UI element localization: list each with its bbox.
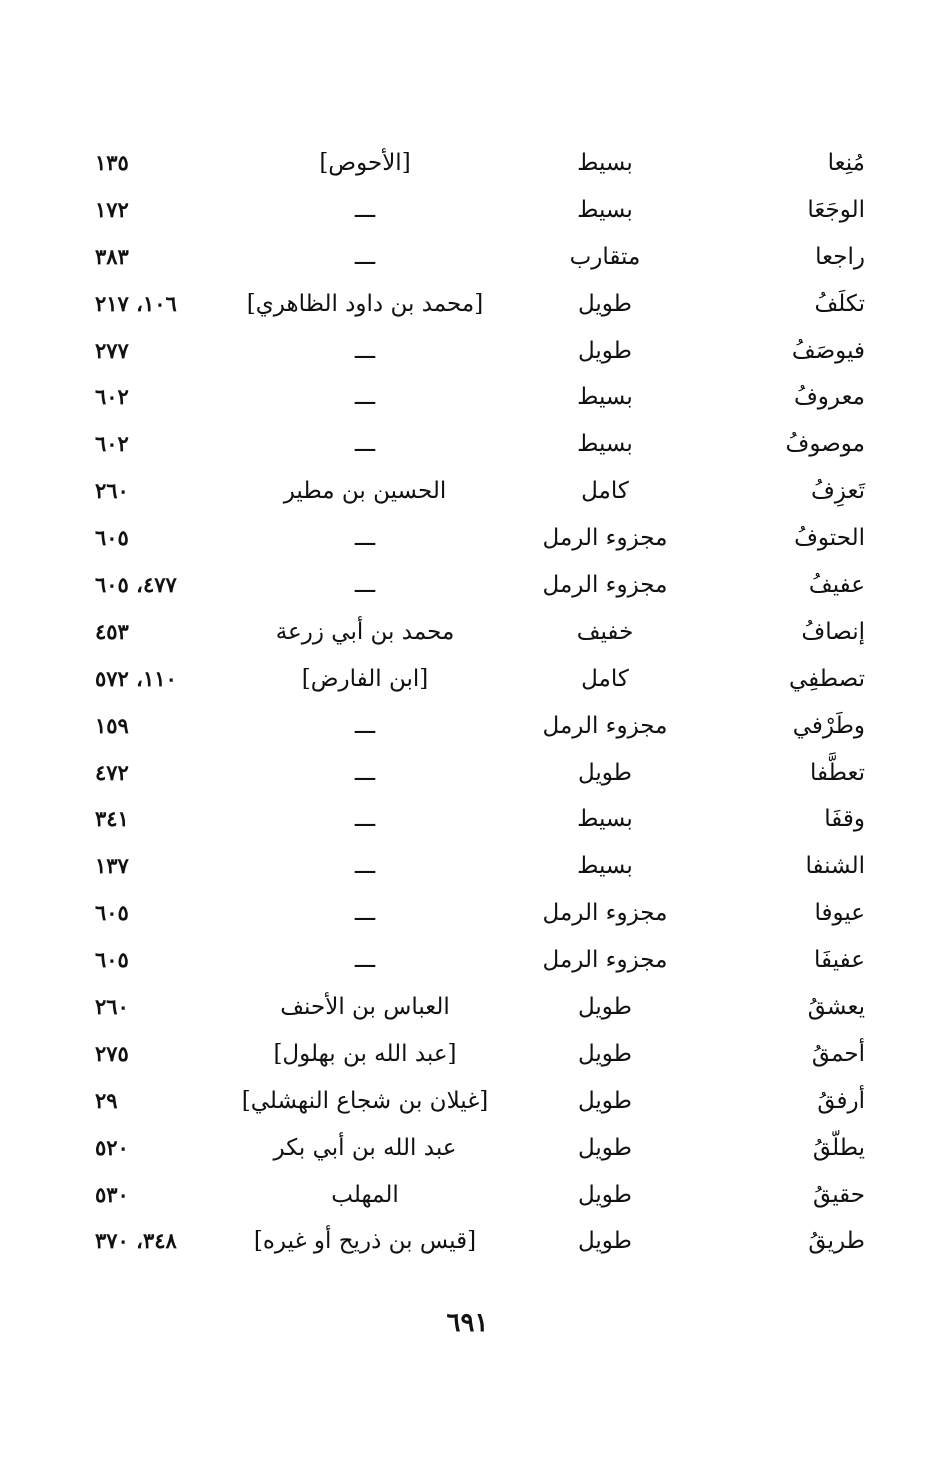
table-row [95, 515, 865, 562]
poet-name: [محمد بن داود الظاهري] [246, 290, 484, 317]
table-row [95, 562, 865, 609]
rhyme-word: الشنفا [805, 853, 865, 880]
page-number: ٦٩١ [446, 1308, 489, 1338]
page-references: ١٣٥ [95, 150, 129, 175]
poetic-meter: بسيط [577, 431, 633, 458]
table-row [95, 468, 865, 515]
table-row [95, 1078, 865, 1125]
rhyme-word: عفيفَا [814, 947, 865, 974]
poet-name: ـــ [354, 384, 376, 411]
poet-name: ـــ [354, 947, 376, 974]
table-row [95, 1172, 865, 1219]
poet-name: ـــ [354, 431, 376, 458]
page-references: ١٠٦، ٢١٧ [95, 290, 177, 316]
rhyme-word: يطلّقُ [812, 1134, 865, 1161]
page-references: ٥٣٠ [95, 1181, 129, 1207]
poetic-meter: طويل [577, 337, 632, 364]
table-row [95, 421, 865, 468]
rhyme-word: أرفقُ [817, 1087, 865, 1114]
poet-name: عبد الله بن أبي بكر [273, 1134, 457, 1161]
poetic-meter: طويل [577, 1181, 632, 1208]
poetic-meter: طويل [577, 290, 632, 317]
poetic-meter: بسيط [577, 853, 633, 880]
poetic-meter: بسيط [577, 196, 633, 223]
page-references: ٥٢٠ [95, 1134, 129, 1160]
table-row [95, 1031, 865, 1078]
rhyme-word: الحتوفُ [794, 525, 865, 552]
table-row [95, 328, 865, 375]
table-row [95, 890, 865, 937]
rhyme-word: وقفَا [824, 806, 865, 833]
poet-name: ـــ [354, 243, 376, 270]
poet-name: ـــ [354, 525, 376, 552]
page-references: ٦٠٢ [95, 431, 129, 457]
rhyme-word: معروفُ [793, 384, 865, 411]
page-references: ٤٧٧، ٦٠٥ [95, 572, 177, 598]
poetic-meter: طويل [577, 759, 632, 786]
rhyme-word: وطَرْفي [792, 712, 865, 739]
page-references: ١٥٩ [95, 712, 129, 738]
poet-name: [ابن الفارض] [301, 665, 429, 692]
poet-name: الحسين بن مطير [283, 478, 447, 505]
table-row [95, 750, 865, 797]
rhyme-word: تكلَفُ [814, 290, 865, 317]
table-row [95, 1125, 865, 1172]
rhyme-word: طريقُ [808, 1228, 865, 1255]
poet-name: ـــ [354, 572, 376, 599]
poet-name: ـــ [354, 712, 376, 739]
page-references: ٣٤١ [95, 806, 129, 832]
table-row [95, 374, 865, 421]
poet-name: [الأحوص] [319, 150, 411, 176]
poet-name: محمد بن أبي زرعة [275, 618, 455, 645]
rhyme-word: حقيقُ [813, 1181, 865, 1208]
rhyme-word: تعطَّفا [809, 759, 865, 786]
poet-name: ـــ [354, 900, 376, 927]
poetic-meter: طويل [577, 1040, 632, 1067]
rhyme-word: أحمقُ [811, 1040, 865, 1067]
poetic-meter: مجزوء الرمل [542, 712, 668, 739]
page-references: ٢٩ [95, 1087, 118, 1113]
page-references: ٣٨٣ [95, 243, 129, 269]
table-row [95, 187, 865, 234]
page-references: ٤٥٣ [95, 618, 129, 644]
poet-name: ـــ [354, 853, 376, 880]
poet-name: ـــ [354, 806, 376, 833]
rhyme-word: عيوفا [814, 900, 865, 927]
table-row [95, 656, 865, 703]
page-references: ٢٧٥ [95, 1040, 129, 1066]
rhyme-word: تصطفِي [788, 665, 865, 692]
table-row [95, 984, 865, 1031]
table-row [95, 937, 865, 984]
poetic-meter: طويل [577, 994, 632, 1021]
table-row [95, 281, 865, 328]
rhyme-word: يعشقُ [807, 994, 865, 1021]
table-row [95, 703, 865, 750]
rhyme-word: إنصافُ [801, 618, 865, 645]
rhyme-word: مُنِعا [827, 150, 865, 176]
rhyme-word: راجعا [815, 243, 865, 270]
poetic-meter: مجزوء الرمل [542, 525, 668, 552]
poet-name: ـــ [354, 759, 376, 786]
poetic-meter: طويل [577, 1228, 632, 1255]
poetic-meter: مجزوء الرمل [542, 900, 668, 927]
poetic-meter: مجزوء الرمل [542, 572, 668, 599]
poetic-meter: طويل [577, 1087, 632, 1114]
rhyme-index-table [95, 140, 865, 1265]
poetic-meter: بسيط [577, 150, 633, 176]
rhyme-word: فيوصَفُ [791, 337, 865, 364]
poetic-meter: كامل [581, 665, 629, 692]
poetic-meter: كامل [581, 478, 629, 505]
page-references: ٦٠٥ [95, 525, 129, 551]
page-references: ٢٦٠ [95, 478, 129, 504]
table-row [95, 140, 865, 187]
rhyme-word: موصوفُ [785, 431, 865, 458]
table-row [95, 1218, 865, 1265]
poet-name: ـــ [354, 196, 376, 223]
table-row [95, 796, 865, 843]
page-references: ٢٧٧ [95, 337, 129, 363]
poet-name: العباس بن الأحنف [280, 994, 450, 1021]
page-references: ٦٠٥ [95, 900, 129, 926]
poetic-meter: بسيط [577, 806, 633, 833]
page-references: ٣٤٨، ٣٧٠ [95, 1228, 177, 1254]
poetic-meter: متقارب [569, 243, 641, 270]
page-references: ٤٧٢ [95, 759, 129, 785]
poetic-meter: طويل [577, 1134, 632, 1161]
rhyme-word: الوجَعَا [807, 196, 865, 223]
table-row [95, 609, 865, 656]
table-row [95, 234, 865, 281]
page-references: ٦٠٢ [95, 384, 129, 410]
page-references: ٢٦٠ [95, 994, 129, 1020]
poet-name: [غيلان بن شجاع النهشلي] [241, 1087, 489, 1114]
rhyme-word: عفيفُ [808, 572, 865, 599]
table-row [95, 843, 865, 890]
page-references: ١١٠، ٥٧٢ [95, 665, 177, 691]
poet-name: [عبد الله بن بهلول] [273, 1040, 457, 1067]
poet-name: ـــ [354, 337, 376, 364]
page-references: ٦٠٥ [95, 947, 129, 973]
page-references: ١٣٧ [95, 853, 129, 879]
page-references: ١٧٢ [95, 196, 129, 222]
rhyme-word: تَعزِفُ [810, 478, 865, 505]
poetic-meter: مجزوء الرمل [542, 947, 668, 974]
poetic-meter: بسيط [577, 384, 633, 411]
poetic-meter: خفيف [576, 618, 634, 645]
poet-name: المهلب [331, 1181, 399, 1208]
poet-name: [قيس بن ذريح أو غيره] [253, 1228, 477, 1255]
